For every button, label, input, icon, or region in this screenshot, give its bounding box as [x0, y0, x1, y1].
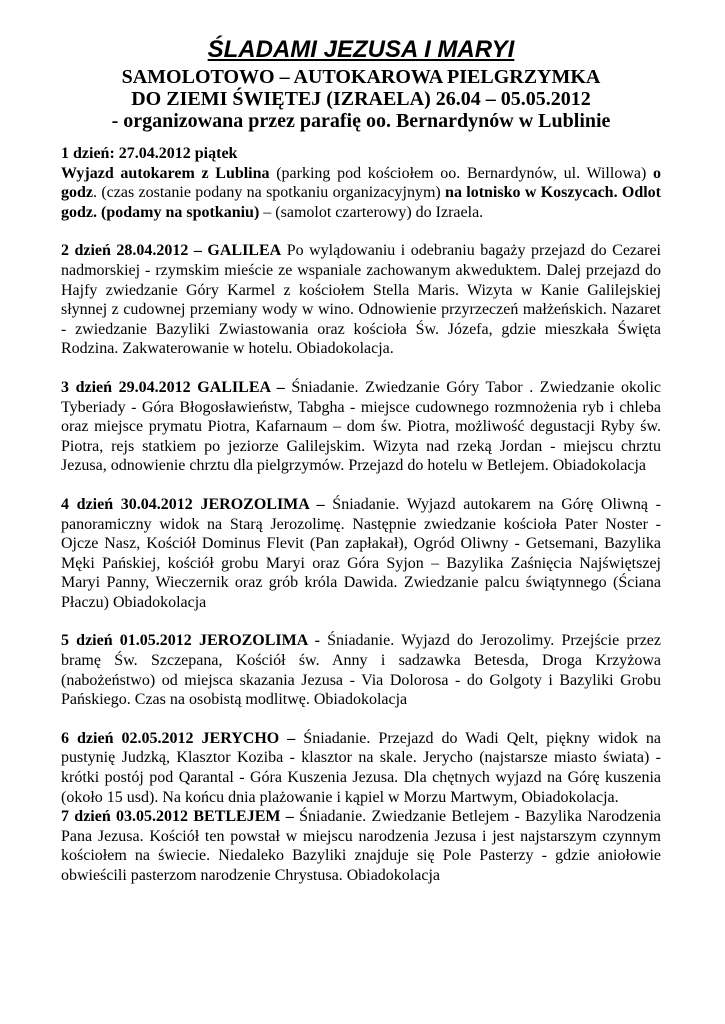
- subtitle-line-2: DO ZIEMI ŚWIĘTEJ (IZRAELA) 26.04 – 05.05.2012: [131, 88, 591, 110]
- day-2-heading: 2 dzień 28.04.2012 – GALILEA: [61, 242, 282, 260]
- day-1-departure: Wyjazd autokarem z Lublina: [61, 164, 270, 182]
- day-6-text: Śniadanie. Przejazd do Wadi Qelt, piękny widok na pustynię Judzką, Klasztor Koziba - klasztor na skale. Jerycho (najstarsze miasto świata) - krótki postój pod Qarantal - Góra Kuszenia Jezusa. Dla chętnych wyjazd na Górę kuszenia (około 15 usd). Na końcu dnia plażowanie i kąpiel w Morzu Martwym, Obiadokolacja.: [61, 729, 662, 806]
- day-4-heading: 4 dzień 30.04.2012 JEROZOLIMA –: [61, 495, 325, 513]
- day-4-section: [61, 495, 661, 613]
- day-1-flight: – (samolot czarterowy) do Izraela.: [259, 203, 484, 221]
- day-2-text: Po wylądowaniu i odebraniu bagaży przejazd do Cezarei nadmorskiej - rzymskim mieście ze wspaniale zachowanym akweduktem. Dalej przejazd do Hajfy zwiedzanie Góry Karmel z kościołem Stella Maris. Wizyta w Kanie Galilejskiej słynnej z cudownej przemiany wody w wino. Odnowienie przyrzeczeń małżeńskich. Nazaret - zwiedzanie Bazyliki Zwiastowania oraz kościoła Św. Józefa, gdzie mieszkała Święta Rodzina. Zakwaterowanie w hotelu. Obiadokolacja.: [61, 242, 662, 358]
- subtitle-line-3: - organizowana przez parafię oo. Bernardynów w Lublinie: [111, 110, 611, 132]
- day-6-section: [61, 729, 661, 807]
- day-7-section: [61, 807, 661, 885]
- day-2-section: [61, 241, 661, 359]
- day-4-text: Śniadanie. Wyjazd autokarem na Górę Oliwną - panoramiczny widok na Starą Jerozolimę. Następnie zwiedzanie kościoła Pater Noster - Ojcze Nasz, Kościół Dominus Flevit (Pan zapłakał), Ogród Oliwny - Getsemani, Bazylika Męki Pańskiej, kościół grobu Maryi oraz Góra Syjon – Bazylika Zaśnięcia Najświętszej Maryi Panny, Wieczernik oraz grób króla Dawida. Zwiedzanie palcu świątynnego (Ściana Płaczu) Obiadokolacja: [61, 495, 662, 611]
- day-1-section: [61, 144, 661, 222]
- day-1-airport: na lotnisko w Koszycach. Odlot godz. (podamy na spotkaniu): [61, 184, 662, 221]
- day-3-section: [61, 378, 661, 476]
- day-7-text: Śniadanie. Zwiedzanie Betlejem - Bazylika Narodzenia Pana Jezusa. Kościół ten powstał w miejscu narodzenia Jezusa i jest najstarszym czynnym kościołem na świecie. Niedaleko Bazyliki znajduje się Pole Pasterzy - gdzie aniołowie obwieścili pasterzom narodzenie Chrystusa. Obiadokolacja: [61, 808, 662, 884]
- subtitle-line-1: SAMOLOTOWO – AUTOKAROWA PIELGRZYMKA: [121, 66, 601, 88]
- day-1-heading: 1 dzień: 27.04.2012 piątek: [61, 145, 238, 162]
- day-7-heading: 7 dzień 03.05.2012 BETLEJEM –: [61, 808, 294, 826]
- day-3-heading: 3 dzień 29.04.2012 GALILEA –: [61, 378, 285, 396]
- day-5-section: [61, 631, 661, 709]
- day-3-text: Śniadanie. Zwiedzanie Góry Tabor . Zwiedzanie okolic Tyberiady - Góra Błogosławieństw, Tabgha - miejsce cudownego rozmnożenia ryb i chleba oraz miejsce prymatu Piotra, Kafarnaum – dom św. Piotra, możliwość degustacji Ryby św. Piotra, rejs statkiem po jeziorze Galilejskim. Wizyta nad rzeką Jordan - miejscu chrztu Jezusa, odnowienie chrztu dla pielgrzymów. Przejazd do hotelu w Betlejem. Obiadokolacja: [61, 378, 662, 475]
- document-header: [61, 36, 661, 132]
- day-5-text: Śniadanie. Wyjazd do Jerozolimy. Przejście przez bramę Św. Szczepana, Kościół św. Anny i sadzawka Betesda, Droga Krzyżowa (nabożeństwo) od miejsca skazania Jezusa - Via Dolorosa - do Golgoty i Bazyliki Grobu Pańskiego. Czas na osobistą modlitwę. Obiadokolacja: [61, 632, 662, 709]
- day-1-time-note: . (czas zostanie podany na spotkaniu organizacyjnym): [93, 184, 446, 202]
- day-6-heading: 6 dzień 02.05.2012 JERYCHO –: [61, 729, 296, 747]
- day-1-time-label: o godz: [61, 164, 661, 202]
- day-1-parking: (parking pod kościołem oo. Bernardynów, ul. Willowa): [269, 164, 653, 182]
- document-title: ŚLADAMI JEZUSA I MARYI: [207, 36, 515, 63]
- day-5-heading: 5 dzień 01.05.2012 JEROZOLIMA -: [61, 632, 320, 650]
